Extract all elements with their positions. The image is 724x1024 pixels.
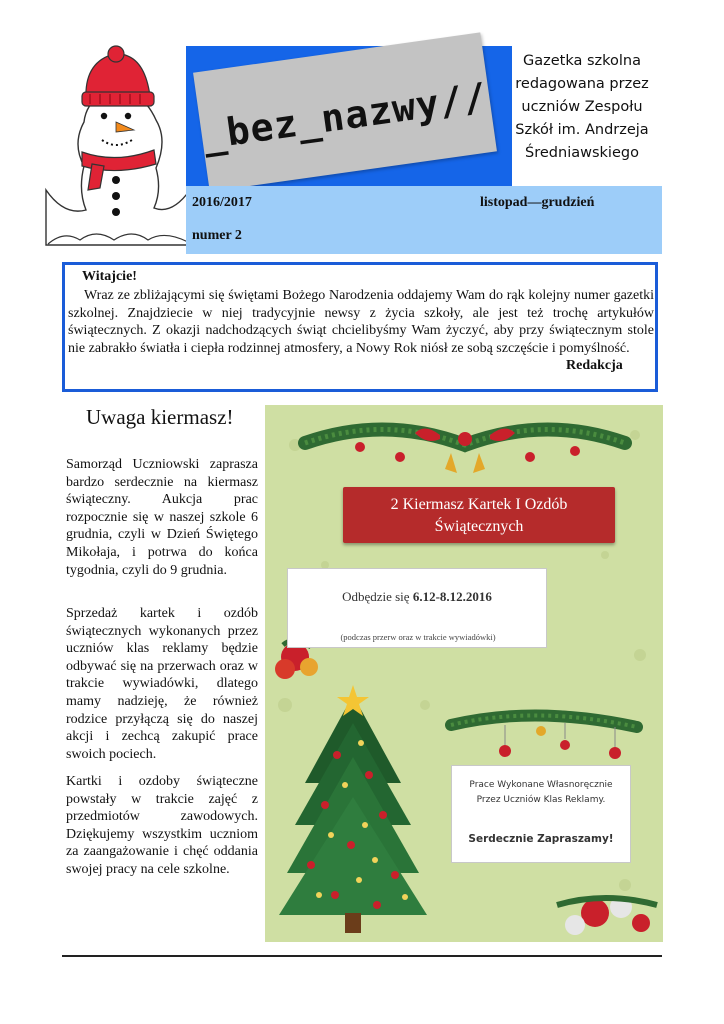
poster-invite: Serdecznie Zapraszamy! [468, 833, 614, 845]
masthead-description-line: uczniów Zespołu [521, 99, 643, 115]
welcome-signature: Redakcja [566, 358, 623, 373]
issue-months: listopad—grudzień [480, 195, 595, 210]
masthead-description [512, 50, 652, 165]
article-paragraph: Sprzedaż kartek i ozdób świątecznych wykonanych przez uczniów klas reklamy będzie odbywać się na przerwach oraz w trakcie wywiadówki, dlatego mamy nadzieję, że również rodzice przyłączą się do naszej akcji i zechcą zakupić prace swoich pociech. [66, 606, 258, 762]
welcome-body: Wraz ze zbliżającymi się świętami Bożego Narodzenia oddajemy Wam do rąk kolejny numer gazetki szkolnej. Znajdziecie w niej tradycyjnie newsy z życia szkoły, ale jest też trochę artykułów świątecznych. Z okazji nadchodzących świąt chcielibyśmy Wam życzyć, aby przy świątecznym stole nie zabrakło światła i ciepła rodzinnej atmosfery, a Nowy Rok niósł ze sobą szczęście i pomyślność. [68, 288, 654, 356]
masthead-description-line: Średniawskiego [525, 145, 639, 161]
snowman-illustration [44, 40, 192, 252]
article-paragraph: Kartki i ozdoby świąteczne powstały w trakcie zajęć z przedmiotów zawodowych. Dziękujemy wszystkim uczniom za zaangażowanie i chęć oddania swojej pracy na cele szkolne. [66, 774, 258, 877]
poster-date-prefix: Odbędzie się [342, 589, 413, 604]
fair-poster [265, 405, 663, 942]
welcome-heading: Witajcie! [82, 269, 137, 284]
poster-date-range: 6.12-8.12.2016 [412, 589, 492, 604]
masthead-description-line: redagowana przez [515, 76, 649, 92]
poster-date-line [287, 589, 547, 605]
poster-note: (podczas przerw oraz w trakcie wywiadówki) [340, 632, 496, 642]
poster-made-line: Przez Uczniów Klas Reklamy. [476, 795, 606, 805]
bottom-rule [62, 955, 662, 957]
poster-made-line: Prace Wykonane Własnoręcznie [469, 780, 613, 790]
issue-year: 2016/2017 [192, 195, 252, 210]
masthead-description-line: Szkół im. Andrzeja [515, 122, 649, 138]
poster-banner-text [343, 489, 615, 543]
masthead-description-line: Gazetka szkolna [523, 53, 641, 69]
issue-number: numer 2 [192, 228, 242, 243]
poster-banner-line: 2 Kiermasz Kartek I Ozdób [390, 496, 568, 513]
masthead-title: _bez_nazwy// [200, 74, 490, 158]
article-paragraph: Samorząd Uczniowski zaprasza bardzo serdecznie na kiermasz świąteczny. Aukcja prac rozpocznie się w naszej szkole 6 grudnia, czyli w Dzień Świętego Mikołaja, i potrwa do końca tygodnia, czyli do 9 grudnia. [66, 457, 258, 578]
article-title: Uwaga kiermasz! [86, 405, 234, 429]
poster-banner-line: Świątecznych [434, 518, 524, 535]
